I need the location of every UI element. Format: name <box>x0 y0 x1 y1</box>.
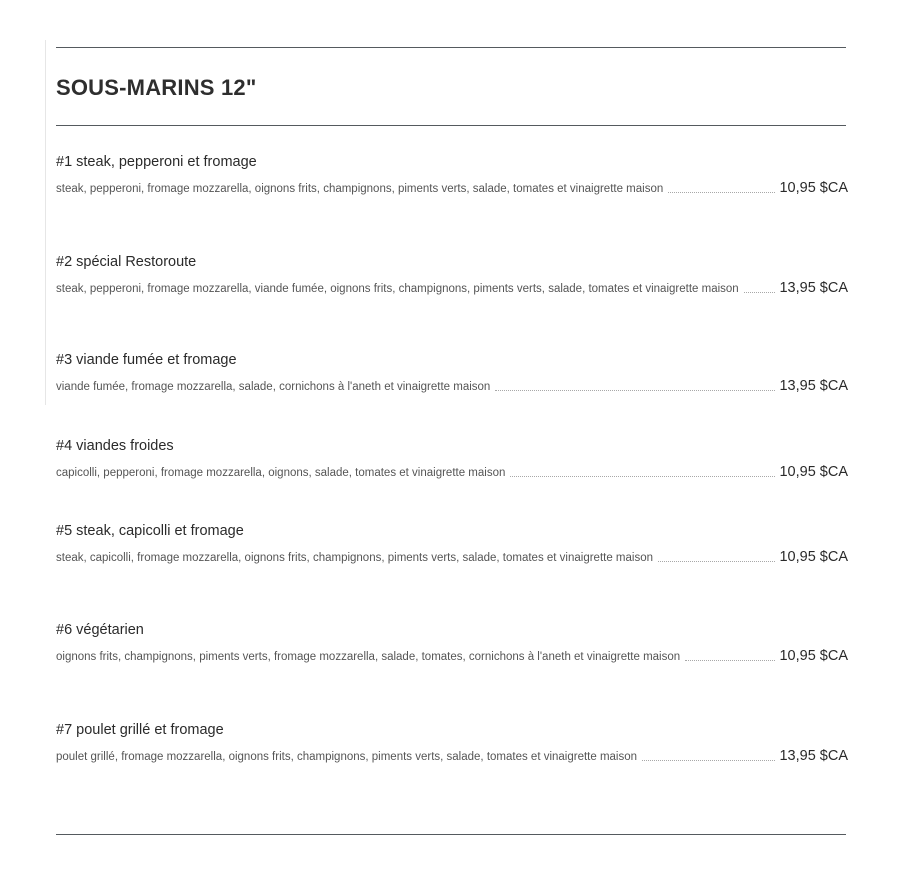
dot-leader <box>510 476 775 477</box>
item-price: 13,95 $CA <box>779 748 848 764</box>
title-divider <box>56 125 846 126</box>
dot-leader <box>744 292 776 293</box>
dot-leader <box>495 390 775 391</box>
item-description <box>56 380 768 394</box>
item-name: #5 steak, capicolli et fromage <box>56 523 244 539</box>
item-price: 10,95 $CA <box>779 464 848 480</box>
item-row <box>56 380 848 394</box>
item-description <box>56 282 768 296</box>
menu-item <box>56 351 848 394</box>
item-description-text: steak, pepperoni, fromage mozzarella, oignons frits, champignons, piments verts, salade, tomates et vinaigrette maison <box>56 183 666 195</box>
dot-leader <box>685 660 775 661</box>
dot-leader <box>642 760 775 761</box>
item-description <box>56 650 768 664</box>
item-description-text: poulet grillé, fromage mozzarella, oignons frits, champignons, piments verts, salade, tomates et vinaigrette maison <box>56 751 640 763</box>
item-description-text: steak, pepperoni, fromage mozzarella, viande fumée, oignons frits, champignons, piments verts, salade, tomates et vinaigrette maison <box>56 283 742 295</box>
menu-item <box>56 522 848 565</box>
item-row <box>56 282 848 296</box>
item-description <box>56 551 768 565</box>
menu-item <box>56 437 848 480</box>
item-row <box>56 551 848 565</box>
item-price: 10,95 $CA <box>779 549 848 565</box>
item-price: 13,95 $CA <box>779 378 848 394</box>
item-description-text: capicolli, pepperoni, fromage mozzarella, oignons, salade, tomates et vinaigrette maison <box>56 467 508 479</box>
menu-item <box>56 253 848 296</box>
item-name: #3 viande fumée et fromage <box>56 352 237 368</box>
item-price: 10,95 $CA <box>779 180 848 196</box>
menu-item <box>56 153 848 196</box>
dot-leader <box>658 561 775 562</box>
page-edge-line <box>45 40 46 405</box>
item-row <box>56 750 848 764</box>
dot-leader <box>668 192 775 193</box>
item-name: #2 spécial Restoroute <box>56 254 197 270</box>
item-row <box>56 466 848 480</box>
item-row <box>56 182 848 196</box>
menu-item <box>56 721 848 764</box>
item-description <box>56 750 768 764</box>
item-name: #1 steak, pepperoni et fromage <box>56 154 257 170</box>
bottom-divider <box>56 834 846 835</box>
menu-item <box>56 621 848 664</box>
top-divider <box>56 47 846 48</box>
item-name: #4 viandes froides <box>56 438 174 454</box>
item-description-text: oignons frits, champignons, piments verts, fromage mozzarella, salade, tomates, cornichons à l'aneth et vinaigrette maison <box>56 651 683 663</box>
item-description-text: viande fumée, fromage mozzarella, salade, cornichons à l'aneth et vinaigrette maison <box>56 381 493 393</box>
item-price: 13,95 $CA <box>779 280 848 296</box>
item-row <box>56 650 848 664</box>
item-description <box>56 466 768 480</box>
item-name: #6 végétarien <box>56 622 144 638</box>
item-name: #7 poulet grillé et fromage <box>56 722 224 738</box>
item-price: 10,95 $CA <box>779 648 848 664</box>
item-description-text: steak, capicolli, fromage mozzarella, oignons frits, champignons, piments verts, salade, tomates et vinaigrette maison <box>56 552 656 564</box>
section-title: SOUS-MARINS 12" <box>56 75 257 100</box>
item-description <box>56 182 768 196</box>
